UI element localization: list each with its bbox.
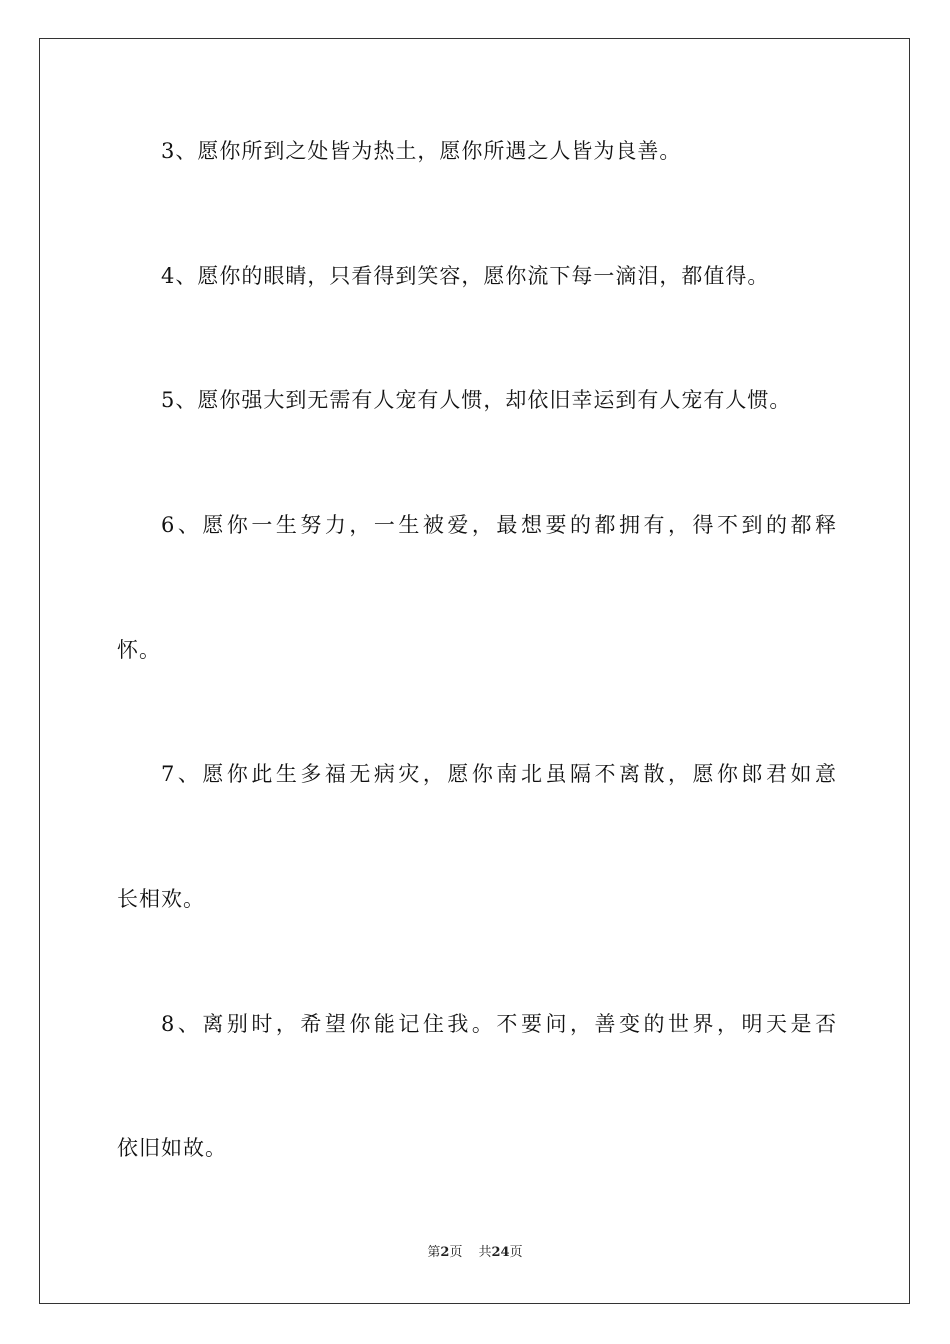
- footer-page-number: 2: [440, 1245, 450, 1260]
- footer-page-suffix: 页: [449, 1245, 463, 1260]
- footer-total-pages: 24: [491, 1245, 510, 1260]
- page-frame: [39, 38, 910, 1304]
- paragraph-8-line-2: 依旧如故。: [117, 1136, 227, 1160]
- footer-page-prefix: 第: [427, 1245, 441, 1260]
- paragraph-8-line-1: 8、离别时，希望你能记住我。不要问，善变的世界，明天是否: [161, 1012, 837, 1036]
- paragraph-6-line-2: 怀。: [117, 638, 161, 662]
- page-footer: [0, 1243, 950, 1263]
- paragraph-4-line-1: 4、愿你的眼睛，只看得到笑容，愿你流下每一滴泪，都值得。: [161, 264, 770, 288]
- paragraph-6-line-1: 6、愿你一生努力，一生被爱，最想要的都拥有，得不到的都释: [161, 513, 837, 537]
- paragraph-5-line-1: 5、愿你强大到无需有人宠有人惯，却依旧幸运到有人宠有人惯。: [161, 388, 792, 412]
- paragraph-7-line-1: 7、愿你此生多福无病灾，愿你南北虽隔不离散，愿你郎君如意: [161, 762, 837, 786]
- paragraph-7-line-2: 长相欢。: [117, 887, 205, 911]
- footer-total-prefix: 共: [478, 1245, 492, 1260]
- paragraph-3-line-1: 3、愿你所到之处皆为热土，愿你所遇之人皆为良善。: [161, 139, 682, 163]
- footer-total-suffix: 页: [509, 1245, 523, 1260]
